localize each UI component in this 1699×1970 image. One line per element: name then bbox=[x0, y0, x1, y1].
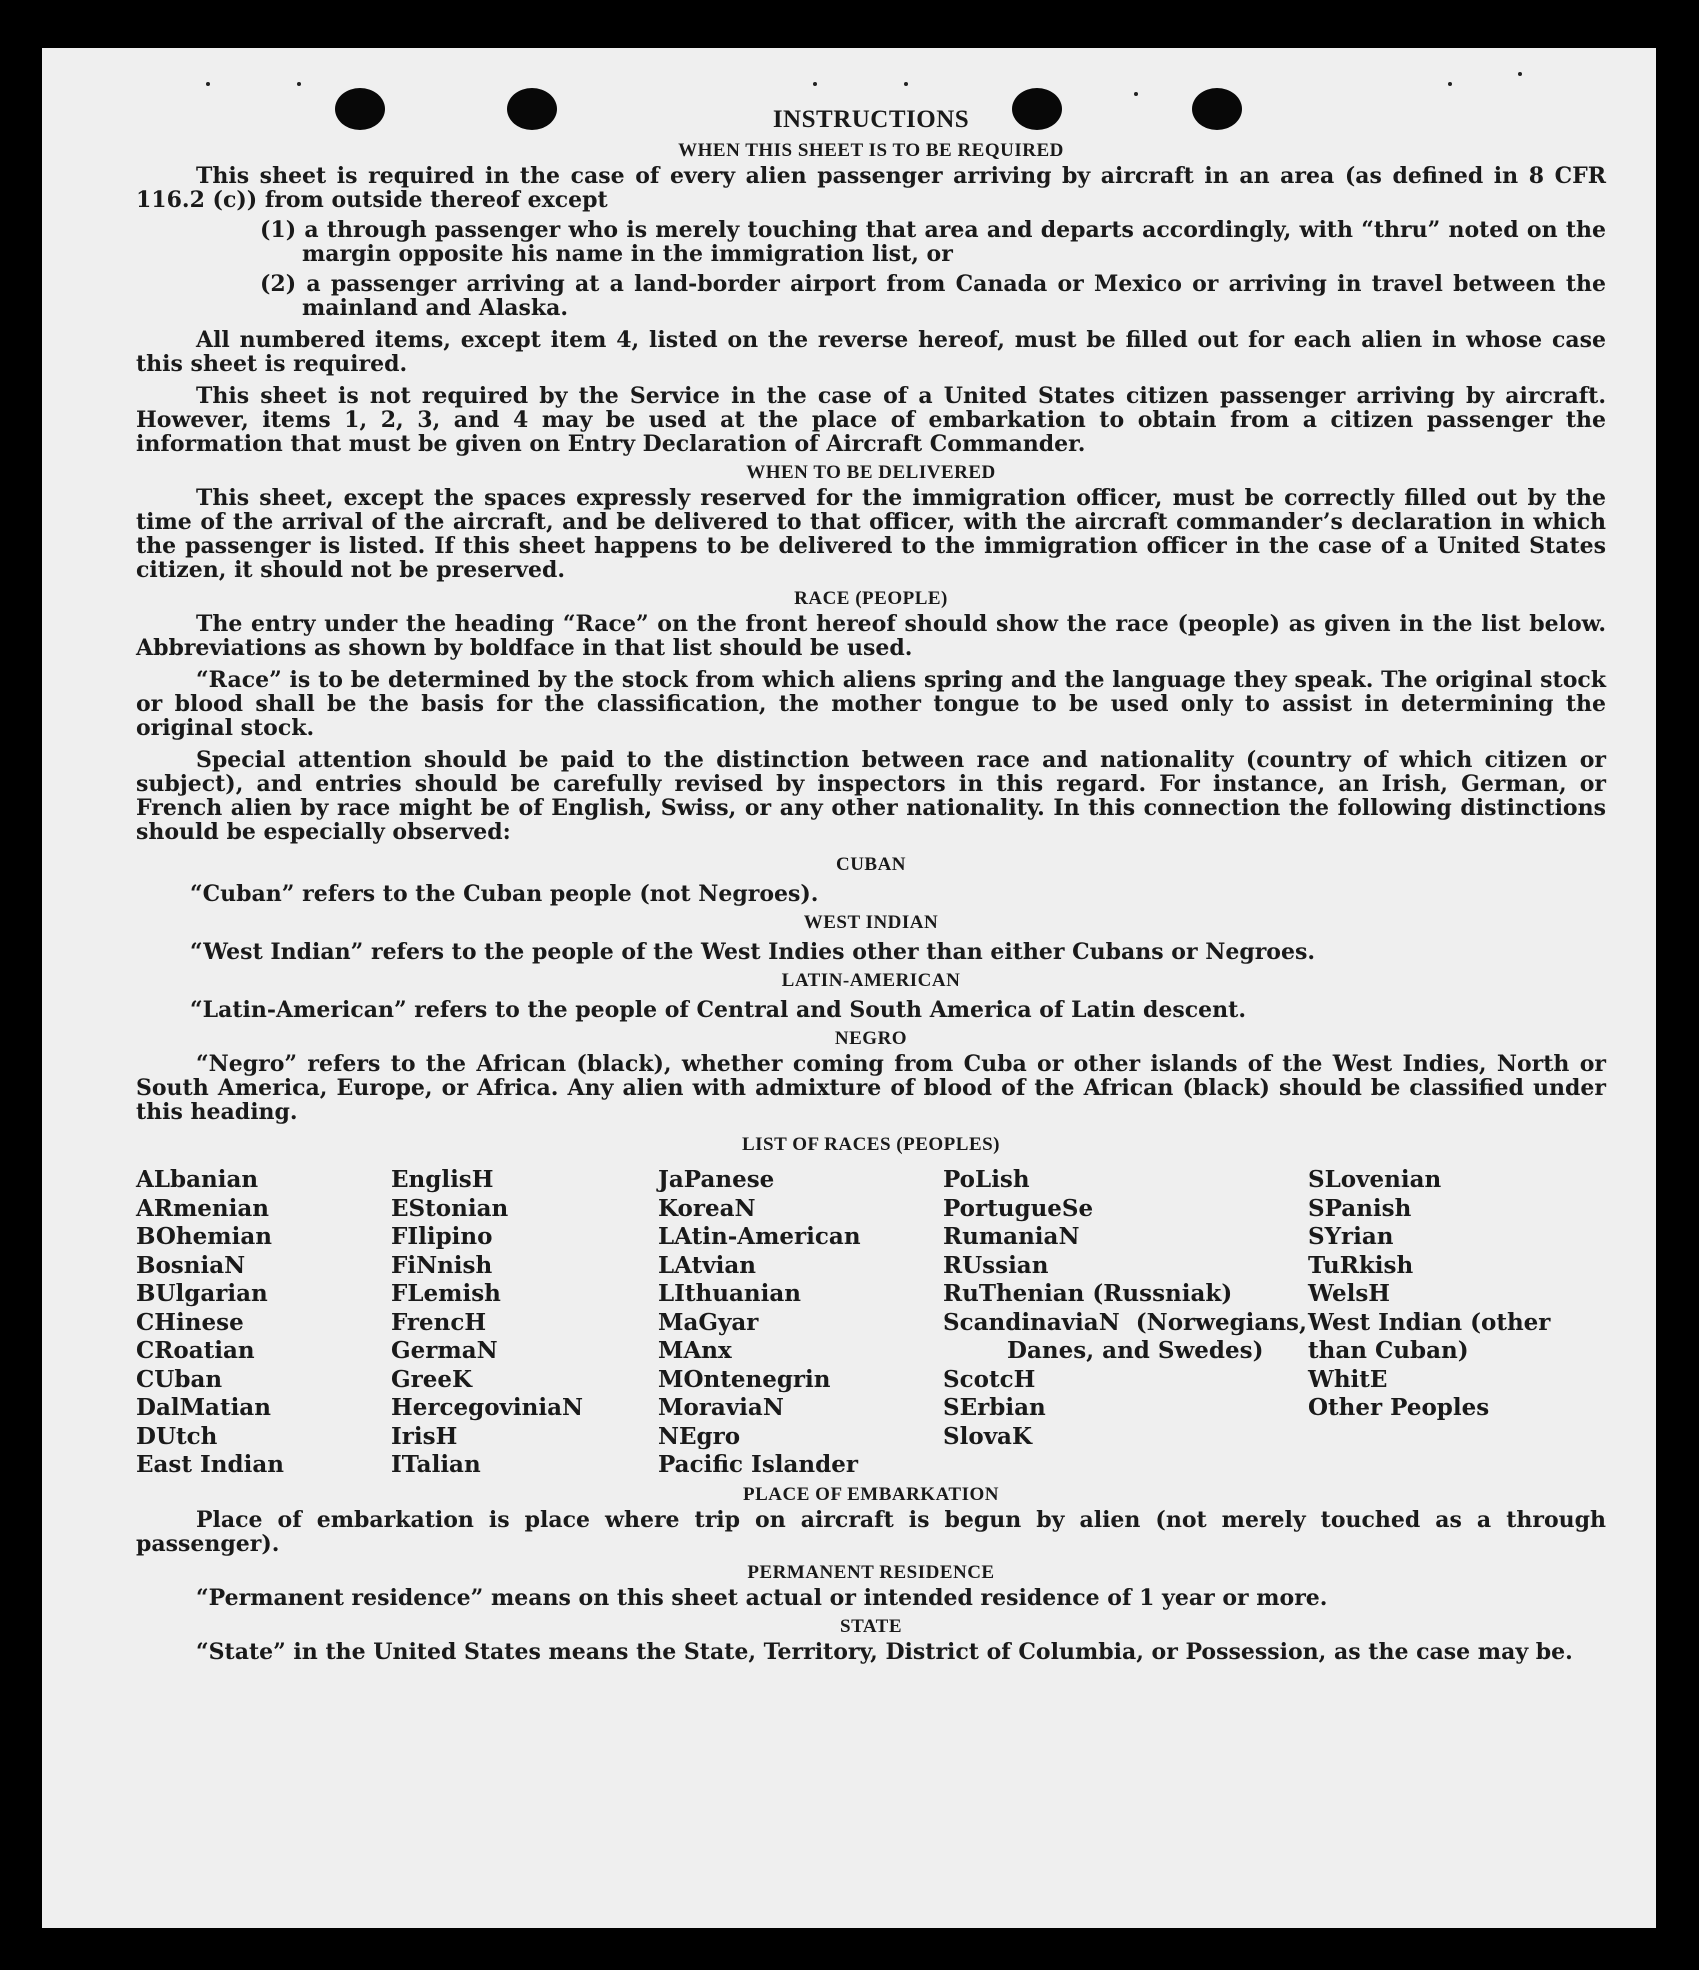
race-item: CRoatian bbox=[136, 1337, 255, 1364]
race-item: WhitE bbox=[1308, 1365, 1388, 1393]
section-heading: PLACE OF EMBARKATION bbox=[743, 1483, 999, 1505]
races-column bbox=[1308, 1166, 1578, 1480]
section-heading: RACE (PEOPLE) bbox=[794, 588, 948, 609]
race-item: East Indian bbox=[136, 1451, 284, 1478]
race-item: PortugueSe bbox=[943, 1194, 1094, 1222]
paragraph: “State” in the United States means the State, Territory, District of Columbia, or Possession, as the case may be. bbox=[196, 1638, 1573, 1665]
race-item: TuRkish bbox=[1308, 1251, 1414, 1279]
section-heading: WEST INDIAN bbox=[803, 912, 939, 933]
speck bbox=[1134, 92, 1138, 96]
race-item: DUtch bbox=[136, 1422, 218, 1450]
race-item: SYrian bbox=[1308, 1223, 1394, 1250]
paragraph: “Latin-American” refers to the people of Central and South America of Latin descent. bbox=[190, 997, 1246, 1023]
paragraph: This sheet is required in the case of every alien passenger arriving by aircraft in an area (as defined in 8 CFR 116.2 (c)) from outside thereof except bbox=[136, 163, 1606, 213]
race-item: SErbian bbox=[943, 1394, 1046, 1421]
race-item: MaGyar bbox=[658, 1308, 759, 1336]
race-item: MOntenegrin bbox=[658, 1365, 831, 1393]
races-list bbox=[136, 1166, 1606, 1480]
paragraph: “Cuban” refers to the Cuban people (not Negroes). bbox=[190, 881, 819, 907]
speck bbox=[297, 82, 301, 86]
race-item: FIlipino bbox=[391, 1223, 493, 1250]
paragraph: “Permanent residence” means on this sheet actual or intended residence of 1 year or more. bbox=[196, 1584, 1328, 1611]
race-item: West Indian (other than Cuban) bbox=[1308, 1308, 1551, 1364]
speck bbox=[206, 82, 210, 86]
race-item: SlovaK bbox=[943, 1422, 1032, 1450]
document-sheet bbox=[42, 48, 1656, 1928]
race-item: WelsH bbox=[1308, 1280, 1391, 1307]
paragraph: This sheet, except the spaces expressly reserved for the immigration officer, must be correctly filled out by the time of the arrival of the aircraft, and be delivered to that officer, with the aircraft commander’s declaration in which the passenger is listed. If this sheet happens to be delivered to the immigration officer in the case of a United States citizen, it should not be preserved. bbox=[136, 485, 1606, 583]
race-item: ScotcH bbox=[943, 1365, 1036, 1393]
race-item: GreeK bbox=[391, 1365, 473, 1393]
race-item: SLovenian bbox=[1308, 1166, 1442, 1193]
paragraph: “West Indian” refers to the people of the West Indies other than either Cubans or Negroes. bbox=[190, 939, 1316, 965]
instructions-text bbox=[136, 100, 1606, 1664]
race-item: CUban bbox=[136, 1365, 223, 1393]
race-item: DalMatian bbox=[136, 1394, 271, 1421]
paragraph: All numbered items, except item 4, listed on the reverse hereof, must be filled out for each alien in whose case this sheet is required. bbox=[136, 327, 1606, 377]
races-column bbox=[658, 1166, 943, 1480]
races-column bbox=[943, 1166, 1308, 1480]
race-item: ITalian bbox=[391, 1451, 481, 1478]
race-item: GermaN bbox=[391, 1337, 498, 1364]
race-item: EnglisH bbox=[391, 1166, 494, 1193]
race-item: FiNnish bbox=[391, 1251, 493, 1279]
race-item: CHinese bbox=[136, 1308, 244, 1336]
paragraph: Special attention should be paid to the distinction between race and nationality (country of which citizen or subject), and entries should be carefully revised by inspectors in this regard. For instance, an Irish, German, or French alien by race might be of English, Swiss, or any other nationality. In this connection the following distinctions should be especially observed: bbox=[136, 747, 1606, 845]
race-item: ARmenian bbox=[136, 1194, 270, 1222]
section-heading: WHEN THIS SHEET IS TO BE REQUIRED bbox=[678, 140, 1064, 161]
section-heading: LATIN-AMERICAN bbox=[781, 970, 961, 991]
section-heading: PERMANENT RESIDENCE bbox=[747, 1561, 995, 1583]
race-item: Pacific Islander bbox=[658, 1451, 858, 1478]
section-heading: WHEN TO BE DELIVERED bbox=[746, 462, 996, 483]
race-item: RUssian bbox=[943, 1251, 1049, 1279]
race-item: PoLish bbox=[943, 1166, 1030, 1193]
list-item: (2) a passenger arriving at a land-border airport from Canada or Mexico or arriving in travel between the mainland and Alaska. bbox=[260, 271, 1606, 321]
section-heading: CUBAN bbox=[835, 854, 907, 875]
paragraph: Place of embarkation is place where trip on aircraft is begun by alien (not merely touched as a through passenger). bbox=[136, 1506, 1606, 1557]
speck bbox=[904, 82, 908, 86]
race-item: IrisH bbox=[391, 1422, 458, 1450]
race-item: KoreaN bbox=[658, 1194, 756, 1222]
race-item: BUlgarian bbox=[136, 1280, 268, 1307]
race-item: SPanish bbox=[1308, 1194, 1412, 1222]
paragraph: “Race” is to be determined by the stock from which aliens spring and the language they speak. The original stock or blood shall be the basis for the classification, the mother tongue to be used only to assist in determining the original stock. bbox=[136, 667, 1606, 741]
race-item: JaPanese bbox=[658, 1166, 775, 1193]
race-item: HercegoviniaN bbox=[391, 1394, 584, 1421]
race-item: MoraviaN bbox=[658, 1394, 784, 1421]
section-heading: STATE bbox=[840, 1615, 902, 1637]
page-title: INSTRUCTIONS bbox=[772, 106, 970, 133]
paragraph: This sheet is not required by the Service in the case of a United States citizen passenger arriving by aircraft. However, items 1, 2, 3, and 4 may be used at the place of embarkation to obtain from a citizen passenger the information that must be given on Entry Declaration of Aircraft Commander. bbox=[136, 383, 1606, 457]
speck bbox=[813, 82, 817, 86]
race-item: ALbanian bbox=[136, 1166, 259, 1193]
speck bbox=[1448, 82, 1452, 86]
race-item: Other Peoples bbox=[1308, 1394, 1490, 1421]
races-column bbox=[391, 1166, 658, 1480]
paragraph: “Negro” refers to the African (black), whether coming from Cuba or other islands of the West Indies, North or South America, Europe, or Africa. Any alien with admixture of blood of the African (black) should be classified under this heading. bbox=[136, 1051, 1606, 1125]
paragraph: The entry under the heading “Race” on the front hereof should show the race (people) as given in the list below. Abbreviations as shown by boldface in that list should be used. bbox=[136, 611, 1606, 661]
race-item: NEgro bbox=[658, 1422, 741, 1450]
race-item: RuThenian (Russniak) bbox=[943, 1280, 1233, 1307]
race-item: ScandinaviaN (Norwegians, Danes, and Swedes) bbox=[943, 1308, 1307, 1364]
race-item: FrencH bbox=[391, 1308, 487, 1336]
race-item: BOhemian bbox=[136, 1223, 272, 1250]
race-item: EStonian bbox=[391, 1194, 509, 1222]
race-item: RumaniaN bbox=[943, 1223, 1080, 1250]
race-item: BosniaN bbox=[136, 1251, 246, 1279]
section-heading: LIST OF RACES (PEOPLES) bbox=[741, 1134, 1001, 1155]
speck bbox=[1518, 72, 1522, 76]
list-item: (1) a through passenger who is merely touching that area and departs accordingly, with “thru” noted on the margin opposite his name in the immigration list, or bbox=[260, 217, 1606, 267]
race-item: LAtvian bbox=[658, 1251, 756, 1279]
race-item: LAtin-American bbox=[658, 1223, 861, 1250]
section-heading: NEGRO bbox=[834, 1028, 908, 1049]
race-item: FLemish bbox=[391, 1280, 501, 1307]
races-column bbox=[136, 1166, 391, 1480]
race-item: LIthuanian bbox=[658, 1280, 801, 1307]
race-item: MAnx bbox=[658, 1337, 732, 1364]
